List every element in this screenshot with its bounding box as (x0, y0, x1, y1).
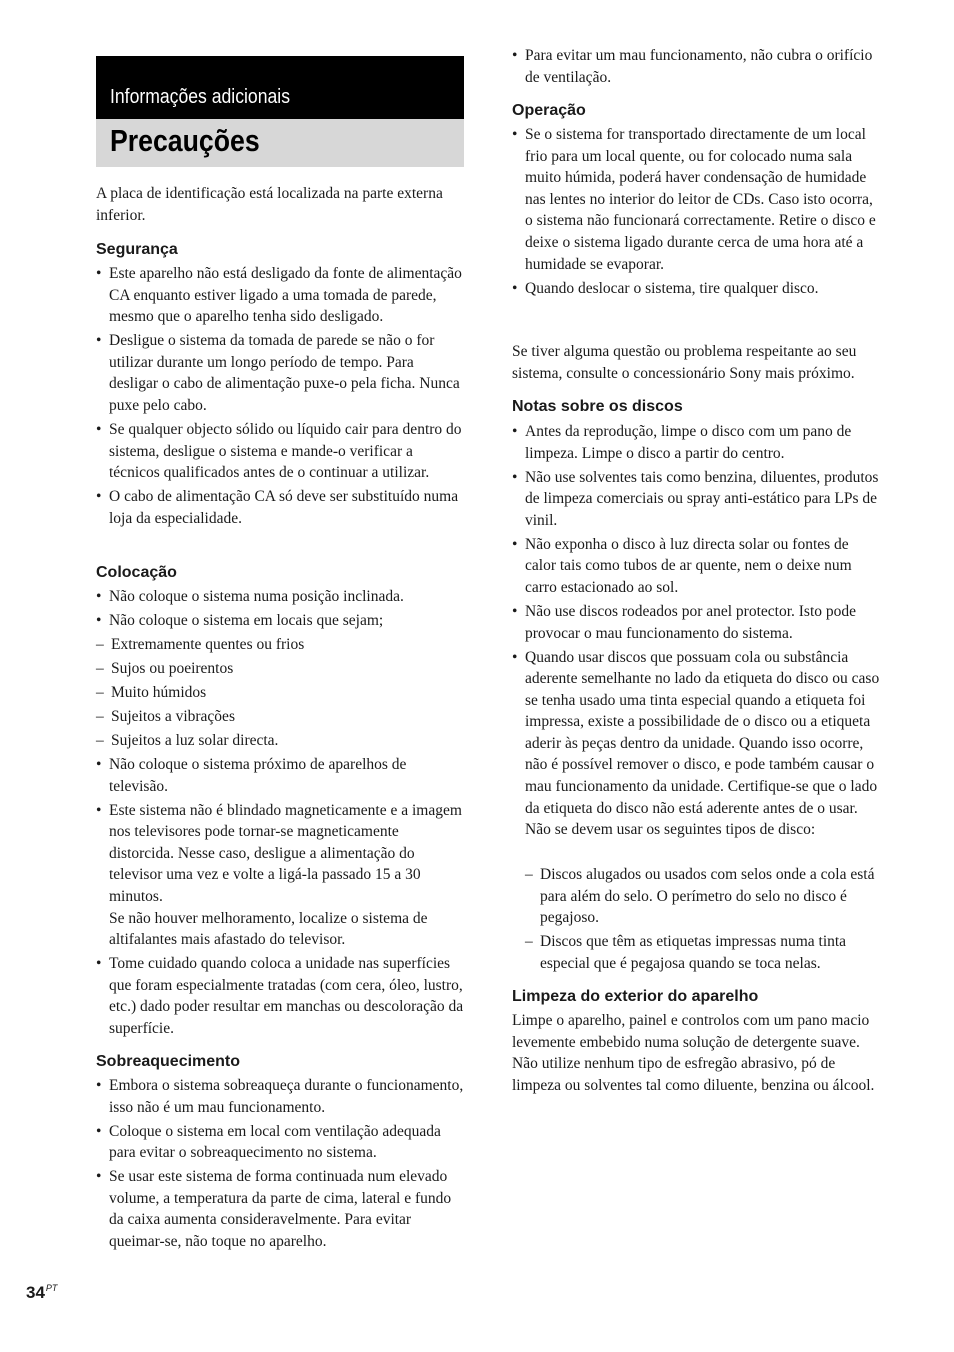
list-item: • Não coloque o sistema numa posição inclinada. (96, 586, 466, 608)
notas-sublist (511, 864, 881, 977)
list-item: • Não use discos rodeados por anel protector. Isto pode provocar o mau funcionamento do sistema. (512, 601, 882, 644)
limpeza-paragraph: Limpe o aparelho, painel e controlos com um pano macio levemente embebido numa solução de detergente suave. Não utilize nenhum tipo de esfregão abrasivo, pó de limpeza ou solventes tal como diluente, benzina ou álcool. (512, 1012, 875, 1094)
list-item (512, 647, 882, 841)
page-number (26, 1283, 57, 1303)
list-item-text: Se não houver melhoramento, localize o sistema de altifalantes mais afastado do televisor. (109, 909, 428, 949)
heading-sobreaquecimento: Sobreaquecimento (96, 1053, 241, 1070)
list-item-text: Este sistema não é blindado magneticamente e a imagem nos televisores pode tornar-se magneticamente distorcida. Nesse caso, desligue a alimentação do televisor uma vez e volte a ligá-la passado 15 a 30 minutos. (109, 801, 462, 905)
colocacao-list-2 (96, 754, 466, 1042)
list-item-text: Quando usar discos que possuam cola ou substância aderente semelhante no lado da etiqueta do disco ou caso se tenha usado uma tinta especial quando a etiqueta foi impressa, existe a possibilidade de o disco ou a etiqueta aderir às peças dentro da unidade. Quando isso ocorre, não é possível remover o disco, e pode também causar o mau funcionamento da unidade. Certifique-se que o lado da etiqueta do disco não está aderente antes de o usar. (525, 648, 880, 817)
list-item: • O cabo de alimentação CA só deve ser substituído numa loja da especialidade. (96, 486, 466, 529)
sub-list-item: – Muito húmidos (82, 682, 452, 704)
sub-list-item: – Sujeitos a luz solar directa. (82, 730, 452, 752)
notas-list (512, 421, 882, 843)
sub-list-item: – Sujeitos a vibrações (82, 706, 452, 728)
list-item: • Tome cuidado quando coloca a unidade nas superfícies que foram especialmente tratadas (com cera, óleo, lustro, etc.) dado poder resultar em manchas ou descoloração da superfície. (96, 953, 466, 1039)
list-item: • Se o sistema for transportado directamente de um local frio para um local quente, ou for colocado numa sala muito húmida, poderá haver condensação de humidade nas lentes no interior do leitor de CDs. Caso isto ocorra, o sistema não funcionará correctamente. Retire o disco e deixe o sistema ligado durante cerca de uma hora até a humidade se evaporar. (512, 124, 882, 275)
list-item: • Este aparelho não está desligado da fonte de alimentação CA enquanto estiver ligado a uma tomada de parede, mesmo que o aparelho tenha sido desligado. (96, 263, 466, 328)
ventilacao-list (512, 45, 882, 91)
page-number-value: 34 (26, 1283, 45, 1302)
sub-list-item: – Extremamente quentes ou frios (82, 634, 452, 656)
section-title: Informações adicionais (110, 86, 291, 108)
colocacao-list (96, 586, 466, 634)
section-banner (96, 56, 464, 119)
title-banner (96, 119, 464, 167)
list-item: • Antes da reprodução, limpe o disco com um pano de limpeza. Limpe o disco a partir do centro. (512, 421, 882, 464)
list-item: • Para evitar um mau funcionamento, não cubra o orifício de ventilação. (512, 45, 882, 88)
list-item: • Desligue o sistema da tomada de parede se não o for utilizar durante um longo período de tempo. Para desligar o cabo de alimentação puxe-o pela ficha. Nunca puxe pelo cabo. (96, 330, 466, 416)
operacao-list (512, 124, 882, 302)
list-item: • Coloque o sistema em local com ventilação adequada para evitar o sobreaquecimento no sistema. (96, 1121, 466, 1164)
page-language-code: PT (45, 1283, 58, 1293)
heading-colocacao: Colocação (96, 564, 177, 581)
list-item: • Não coloque o sistema próximo de aparelhos de televisão. (96, 754, 466, 797)
page-title: Precauções (110, 123, 260, 158)
heading-seguranca: Segurança (96, 241, 178, 258)
list-item: • Embora o sistema sobreaqueça durante o funcionamento, isso não é um mau funcionamento. (96, 1075, 466, 1118)
list-item: • Se usar este sistema de forma continuada num elevado volume, a temperatura da parte de cima, lateral e fundo da caixa aumenta consideravelmente. Para evitar queimar-se, não toque no aparelho. (96, 1166, 466, 1252)
heading-notas: Notas sobre os discos (512, 398, 683, 415)
list-item: • Quando deslocar o sistema, tire qualquer disco. (512, 278, 882, 300)
sub-list-item: – Discos que têm as etiquetas impressas numa tinta especial que é pegajosa quando se toca nelas. (511, 931, 881, 974)
sub-list-item: – Discos alugados ou usados com selos onde a cola está para além do selo. O perímetro do selo no disco é pegajoso. (511, 864, 881, 929)
list-item: • Se qualquer objecto sólido ou líquido cair para dentro do sistema, desligue o sistema e mande-o verificar a técnicos qualificados antes de o continuar a utilizar. (96, 419, 466, 484)
list-item-text: Não se devem usar os seguintes tipos de disco: (525, 821, 816, 839)
colocacao-sublist (82, 634, 452, 754)
list-item (96, 800, 466, 951)
heading-limpeza: Limpeza do exterior do aparelho (512, 988, 759, 1005)
sub-list-item: – Sujos ou poeirentos (82, 658, 452, 680)
intro-paragraph: A placa de identificação está localizada na parte externa inferior. (96, 185, 443, 224)
sobreaquecimento-list (96, 1075, 466, 1255)
list-item: • Não coloque o sistema em locais que sejam; (96, 610, 466, 632)
list-item: • Não use solventes tais como benzina, diluentes, produtos de limpeza comerciais ou spray anti-estático para LPs de vinil. (512, 467, 882, 532)
heading-operacao: Operação (512, 102, 586, 119)
questao-paragraph: Se tiver alguma questão ou problema respeitante ao seu sistema, consulte o concessionário Sony mais próximo. (512, 343, 857, 382)
list-item: • Não exponha o disco à luz directa solar ou fontes de calor tais como tubos de ar quente, nem o deixe num carro estacionado ao sol. (512, 534, 882, 599)
seguranca-list (96, 263, 466, 532)
